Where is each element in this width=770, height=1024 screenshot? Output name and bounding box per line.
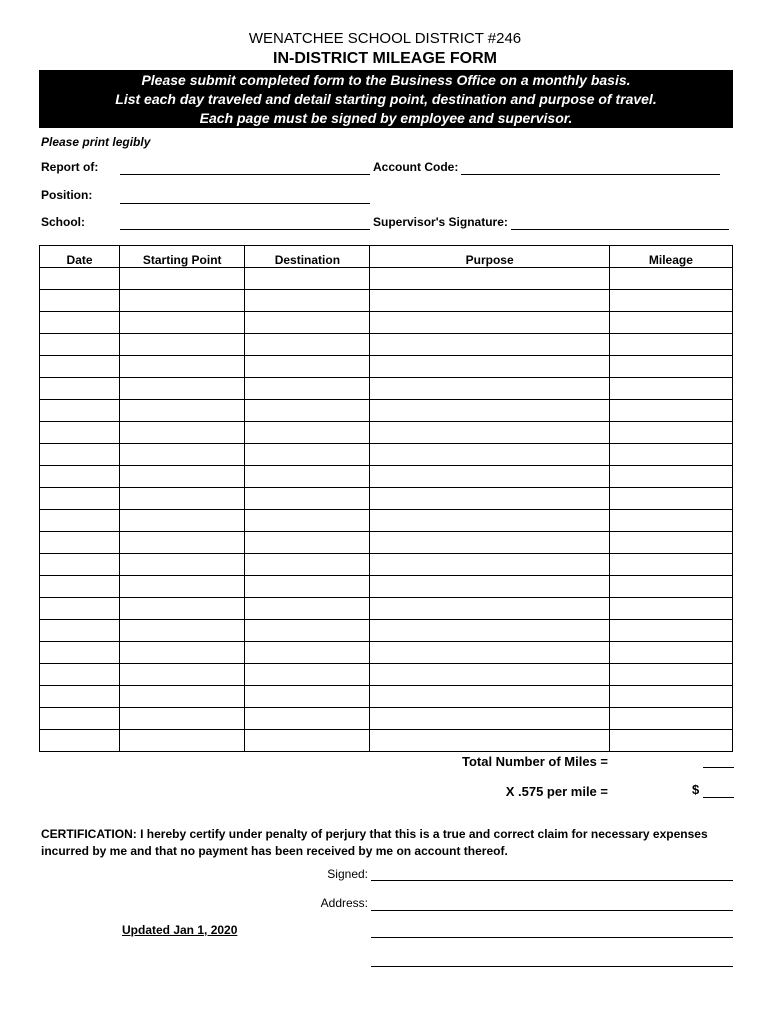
banner-line-3: Each page must be signed by employee and supervisor.	[199, 110, 573, 126]
cell-purpose[interactable]	[370, 554, 609, 576]
table-row	[40, 598, 733, 620]
cell-mileage[interactable]	[609, 312, 732, 334]
cell-date[interactable]	[40, 510, 120, 532]
cell-starting-point[interactable]	[120, 708, 245, 730]
cell-date[interactable]	[40, 444, 120, 466]
cell-mileage[interactable]	[609, 488, 732, 510]
cell-starting-point[interactable]	[120, 400, 245, 422]
cell-date[interactable]	[40, 576, 120, 598]
cell-purpose[interactable]	[370, 576, 609, 598]
mileage-log-table	[39, 245, 733, 752]
cell-purpose[interactable]	[370, 532, 609, 554]
cell-date[interactable]	[40, 554, 120, 576]
cell-destination[interactable]	[245, 598, 370, 620]
cell-date[interactable]	[40, 642, 120, 664]
table-row	[40, 378, 733, 400]
cell-date[interactable]	[40, 664, 120, 686]
cell-destination[interactable]	[245, 488, 370, 510]
cell-starting-point[interactable]	[120, 598, 245, 620]
table-row	[40, 532, 733, 554]
cell-destination[interactable]	[245, 290, 370, 312]
cell-starting-point[interactable]	[120, 554, 245, 576]
table-row	[40, 620, 733, 642]
cell-destination[interactable]	[245, 422, 370, 444]
table-row	[40, 268, 733, 290]
signed-line[interactable]	[371, 880, 733, 881]
cell-destination[interactable]	[245, 268, 370, 290]
cell-mileage[interactable]	[609, 598, 732, 620]
cell-purpose[interactable]	[370, 730, 609, 752]
cell-destination[interactable]	[245, 356, 370, 378]
cell-destination[interactable]	[245, 334, 370, 356]
cell-mileage[interactable]	[609, 730, 732, 752]
banner-line-1: Please submit completed form to the Business Office on a monthly basis.	[141, 72, 631, 88]
cell-date[interactable]	[40, 378, 120, 400]
report-of-line[interactable]	[120, 174, 370, 175]
cell-purpose[interactable]	[370, 334, 609, 356]
cell-mileage[interactable]	[609, 620, 732, 642]
cell-starting-point[interactable]	[120, 510, 245, 532]
cell-purpose[interactable]	[370, 510, 609, 532]
cell-mileage[interactable]	[609, 290, 732, 312]
cell-starting-point[interactable]	[120, 290, 245, 312]
column-header-mileage: Mileage	[609, 246, 732, 268]
cell-mileage[interactable]	[609, 576, 732, 598]
cell-mileage[interactable]	[609, 422, 732, 444]
cell-purpose[interactable]	[370, 664, 609, 686]
cell-starting-point[interactable]	[120, 444, 245, 466]
cell-purpose[interactable]	[370, 488, 609, 510]
column-header-destination: Destination	[245, 246, 370, 268]
cell-mileage[interactable]	[609, 686, 732, 708]
school-label: School:	[41, 215, 85, 229]
cell-date[interactable]	[40, 422, 120, 444]
supervisor-signature-label: Supervisor's Signature:	[373, 215, 508, 229]
cell-date[interactable]	[40, 620, 120, 642]
cell-purpose[interactable]	[370, 686, 609, 708]
cell-date[interactable]	[40, 356, 120, 378]
table-row	[40, 312, 733, 334]
cell-starting-point[interactable]	[120, 620, 245, 642]
cell-purpose[interactable]	[370, 620, 609, 642]
cell-destination[interactable]	[245, 730, 370, 752]
cell-mileage[interactable]	[609, 642, 732, 664]
table-row	[40, 708, 733, 730]
cell-starting-point[interactable]	[120, 488, 245, 510]
school-line[interactable]	[120, 229, 370, 230]
table-row	[40, 664, 733, 686]
amount-line[interactable]	[703, 797, 734, 798]
column-header-date: Date	[40, 246, 120, 268]
cell-date[interactable]	[40, 312, 120, 334]
form-title: IN-DISTRICT MILEAGE FORM	[273, 50, 497, 67]
cell-purpose[interactable]	[370, 444, 609, 466]
cell-mileage[interactable]	[609, 708, 732, 730]
cell-mileage[interactable]	[609, 532, 732, 554]
cell-date[interactable]	[40, 730, 120, 752]
address-line-3[interactable]	[371, 966, 733, 967]
cell-purpose[interactable]	[370, 466, 609, 488]
table-row	[40, 642, 733, 664]
cell-date[interactable]	[40, 488, 120, 510]
table-row	[40, 444, 733, 466]
cell-destination[interactable]	[245, 554, 370, 576]
instruction-banner	[39, 70, 733, 128]
cell-mileage[interactable]	[609, 334, 732, 356]
cell-destination[interactable]	[245, 576, 370, 598]
cell-mileage[interactable]	[609, 664, 732, 686]
cell-destination[interactable]	[245, 510, 370, 532]
column-header-starting-point: Starting Point	[120, 246, 245, 268]
cell-starting-point[interactable]	[120, 730, 245, 752]
address-label: Address:	[320, 896, 368, 910]
currency-symbol: $	[692, 782, 700, 797]
cell-purpose[interactable]	[370, 422, 609, 444]
table-row	[40, 334, 733, 356]
cell-destination[interactable]	[245, 620, 370, 642]
cell-destination[interactable]	[245, 686, 370, 708]
cell-mileage[interactable]	[609, 268, 732, 290]
position-label: Position:	[41, 188, 93, 202]
table-row	[40, 554, 733, 576]
cell-starting-point[interactable]	[120, 422, 245, 444]
signed-label: Signed:	[327, 867, 368, 881]
column-header-purpose: Purpose	[370, 246, 609, 268]
account-code-label: Account Code:	[373, 160, 459, 174]
cell-destination[interactable]	[245, 466, 370, 488]
cell-mileage[interactable]	[609, 510, 732, 532]
report-of-label: Report of:	[41, 160, 99, 174]
cell-date[interactable]	[40, 532, 120, 554]
cell-starting-point[interactable]	[120, 378, 245, 400]
cell-date[interactable]	[40, 708, 120, 730]
address-line-1[interactable]	[371, 910, 733, 911]
cell-purpose[interactable]	[370, 312, 609, 334]
cell-purpose[interactable]	[370, 290, 609, 312]
rate-label: X .575 per mile =	[505, 784, 608, 799]
cell-purpose[interactable]	[370, 268, 609, 290]
table-row	[40, 576, 733, 598]
cell-starting-point[interactable]	[120, 664, 245, 686]
account-code-line[interactable]	[461, 174, 720, 175]
cell-purpose[interactable]	[370, 642, 609, 664]
cell-mileage[interactable]	[609, 400, 732, 422]
table-row	[40, 422, 733, 444]
cell-date[interactable]	[40, 400, 120, 422]
table-row	[40, 400, 733, 422]
table-row	[40, 356, 733, 378]
cell-destination[interactable]	[245, 642, 370, 664]
cell-date[interactable]	[40, 686, 120, 708]
cell-mileage[interactable]	[609, 444, 732, 466]
supervisor-signature-line[interactable]	[511, 229, 729, 230]
table-row	[40, 730, 733, 752]
cell-starting-point[interactable]	[120, 334, 245, 356]
cell-date[interactable]	[40, 268, 120, 290]
cell-purpose[interactable]	[370, 598, 609, 620]
cell-mileage[interactable]	[609, 356, 732, 378]
cell-purpose[interactable]	[370, 378, 609, 400]
cell-date[interactable]	[40, 290, 120, 312]
district-name: WENATCHEE SCHOOL DISTRICT #246	[248, 30, 522, 47]
cell-starting-point[interactable]	[120, 356, 245, 378]
certification-text: CERTIFICATION: I hereby certify under penalty of perjury that this is a true and correct claim for necessary expenses incurred by me and that no payment has been received by me on account thereof.	[41, 827, 708, 858]
cell-date[interactable]	[40, 466, 120, 488]
address-line-2[interactable]	[371, 937, 733, 938]
table-row	[40, 488, 733, 510]
cell-starting-point[interactable]	[120, 642, 245, 664]
cell-starting-point[interactable]	[120, 576, 245, 598]
cell-starting-point[interactable]	[120, 312, 245, 334]
cell-starting-point[interactable]	[120, 268, 245, 290]
print-legibly-note: Please print legibly	[41, 135, 151, 149]
table-row	[40, 466, 733, 488]
cell-destination[interactable]	[245, 664, 370, 686]
cell-starting-point[interactable]	[120, 532, 245, 554]
cell-date[interactable]	[40, 598, 120, 620]
cell-destination[interactable]	[245, 444, 370, 466]
cell-date[interactable]	[40, 334, 120, 356]
cell-destination[interactable]	[245, 400, 370, 422]
cell-mileage[interactable]	[609, 554, 732, 576]
cell-starting-point[interactable]	[120, 686, 245, 708]
total-miles-line[interactable]	[703, 767, 734, 768]
cell-purpose[interactable]	[370, 400, 609, 422]
table-row	[40, 686, 733, 708]
table-row	[40, 290, 733, 312]
banner-line-2: List each day traveled and detail starting point, destination and purpose of travel.	[115, 91, 657, 107]
cell-mileage[interactable]	[609, 378, 732, 400]
table-row	[40, 510, 733, 532]
table-header-row	[40, 246, 733, 268]
updated-date: Updated Jan 1, 2020	[122, 923, 238, 937]
cell-destination[interactable]	[245, 312, 370, 334]
cell-purpose[interactable]	[370, 356, 609, 378]
total-miles-label: Total Number of Miles =	[461, 754, 608, 769]
cell-destination[interactable]	[245, 708, 370, 730]
cell-starting-point[interactable]	[120, 466, 245, 488]
cell-destination[interactable]	[245, 378, 370, 400]
cell-destination[interactable]	[245, 532, 370, 554]
cell-purpose[interactable]	[370, 708, 609, 730]
cell-mileage[interactable]	[609, 466, 732, 488]
position-line[interactable]	[120, 203, 370, 204]
